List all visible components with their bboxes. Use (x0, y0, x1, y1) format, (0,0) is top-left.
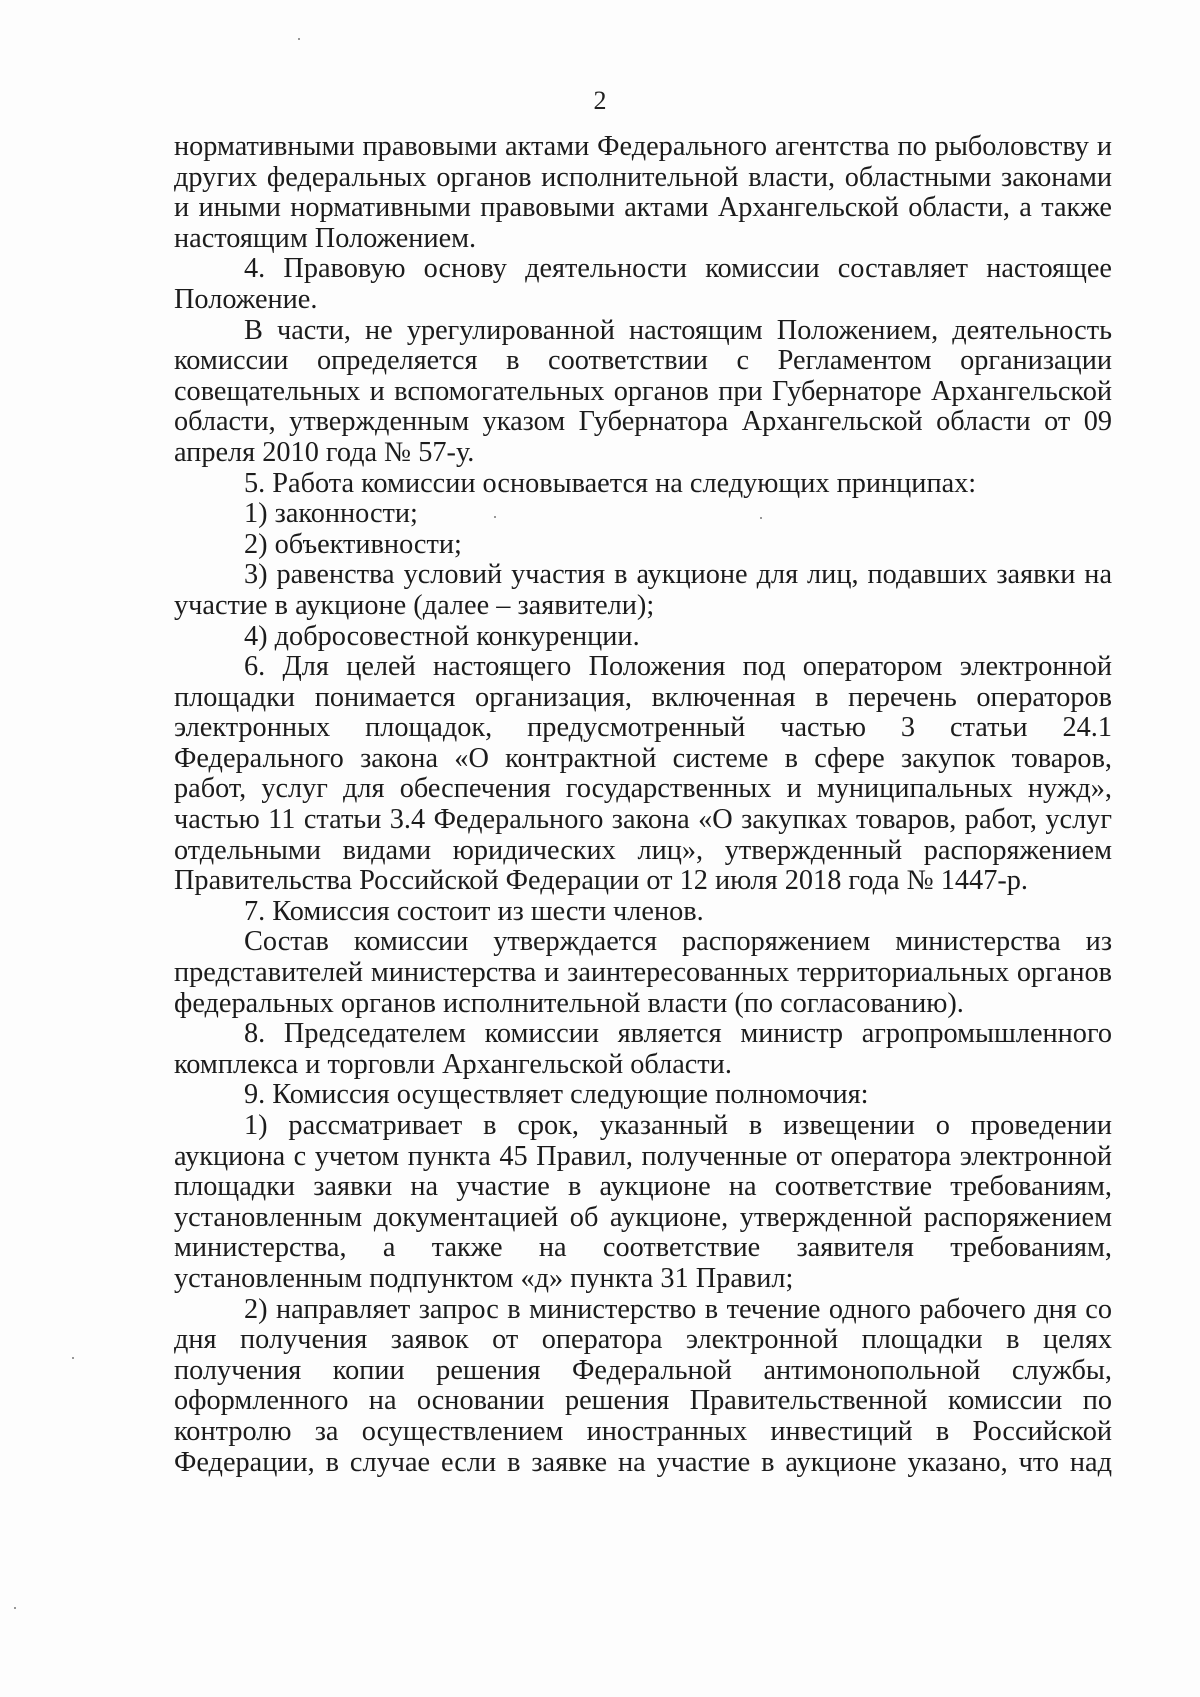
paragraph-item-9: 9. Комиссия осуществляет следующие полномочия: (244, 1079, 869, 1111)
paragraph-item-7: 7. Комиссия состоит из шести членов. (244, 895, 704, 927)
paragraph-item-6: 6. Для целей настоящего Положения под оператором электронной площадки понимается организация, включенная в перечень операторов электронных площадок, предусмотренный частью 3 статьи 24.1 Федерального закона «О контрактной системе в сфере закупок товаров, работ, услуг для обеспечения государственных и муниципальных нужд», частью 11 статьи 3.4 Федерального закона «О закупках товаров, работ, услуг отдельными видами юридических лиц», утвержденный распоряжением Правительства Российской Федерации от 12 июля 2018 года № 1447-р. (174, 651, 1112, 897)
scan-speck (494, 516, 496, 518)
document-body (174, 132, 1112, 1478)
scan-speck (298, 38, 300, 40)
list-item-review-applications: 1) рассматривает в срок, указанный в извещении о проведении аукциона с учетом пункта 45 Правил, полученные от оператора электронной площадки заявки на участие в аукционе на соответствие требованиям, установленным документацией об аукционе, утвержденной распоряжением министерства, а также на соответствие заявителя требованиям, установленным подпунктом «д» пункта 31 Правил; (174, 1110, 1112, 1294)
list-item-send-request: 2) направляет запрос в министерство в течение одного рабочего дня со дня получения заявок от оператора электронной площадки в целях получения копии решения Федеральной антимонопольной службы, оформленного на основании решения Правительственной комиссии по контролю за осуществлением иностранных инвестиций в Российской Федерации, в случае если в заявке на участие в аукционе указано, что над (174, 1293, 1112, 1478)
list-item-legality: 1) законности; (244, 498, 418, 530)
paragraph-item-8: 8. Председателем комиссии является министр агропромышленного комплекса и торговли Архангельской области. (174, 1018, 1112, 1080)
list-item-equality: 3) равенства условий участия в аукционе для лиц, подавших заявки на участие в аукционе (далее – заявители); (174, 559, 1112, 621)
paragraph-item-7-composition: Состав комиссии утверждается распоряжением министерства из представителей министерства и заинтересованных территориальных органов федеральных органов исполнительной власти (по согласованию). (174, 926, 1112, 1019)
scan-speck (14, 1607, 16, 1609)
scan-speck (72, 1357, 74, 1359)
paragraph-item-4: 4. Правовую основу деятельности комиссии составляет настоящее Положение. (174, 253, 1112, 315)
scan-speck (760, 517, 762, 519)
page-number: 2 (593, 86, 607, 115)
paragraph-item-5: 5. Работа комиссии основывается на следующих принципах: (244, 467, 977, 499)
list-item-objectivity: 2) объективности; (244, 528, 462, 560)
paragraph-continuation: нормативными правовыми актами Федерального агентства по рыболовству и других федеральных органов исполнительной власти, областными законами и иными нормативными правовыми актами Архангельской области, а также настоящим Положением. (174, 131, 1112, 254)
paragraph-item-4-regulation: В части, не урегулированной настоящим Положением, деятельность комиссии определяется в соответствии с Регламентом организации совещательных и вспомогательных органов при Губернаторе Архангельской области, утвержденным указом Губернатора Архангельской области от 09 апреля 2010 года № 57-у. (174, 314, 1112, 468)
list-item-competition: 4) добросовестной конкуренции. (244, 620, 640, 652)
